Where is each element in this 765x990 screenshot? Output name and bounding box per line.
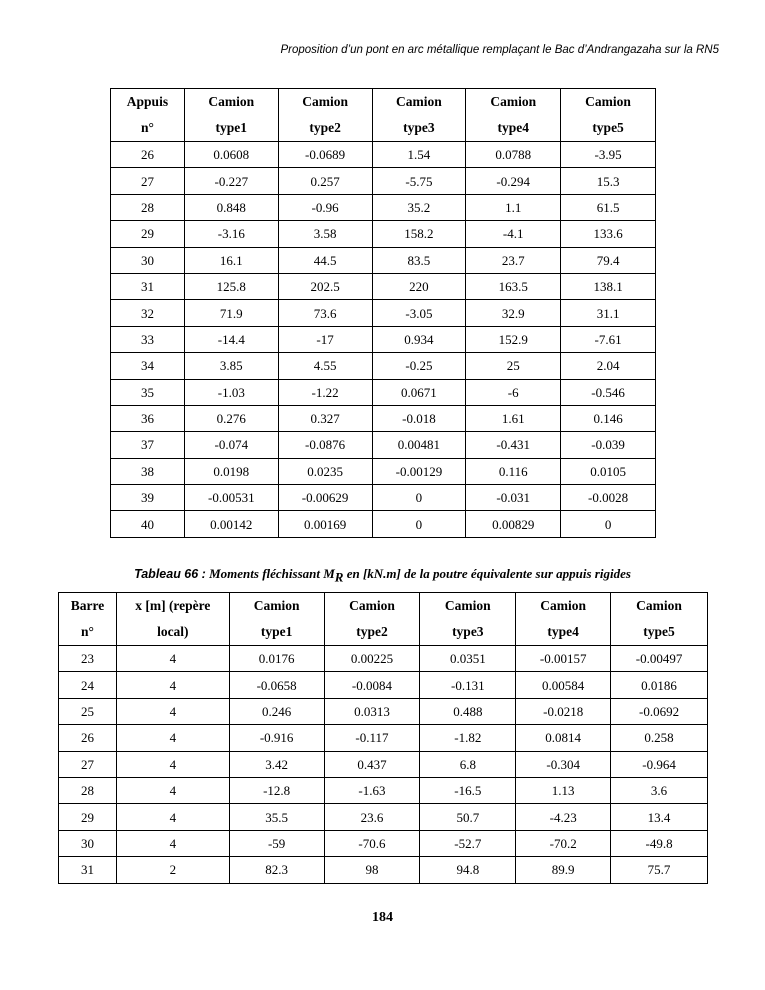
table-cell: 23.7 [466,247,561,273]
table-cell: 50.7 [420,804,516,830]
column-header-line: type4 [547,624,579,639]
table-cell: 0.327 [278,405,372,431]
table-cell: -0.304 [516,751,611,777]
column-header [278,89,372,142]
table-cell: 0.146 [561,405,656,431]
column-header-line: Camion [396,94,442,109]
table-cell: 35.2 [372,194,466,220]
table-cell: 30 [59,830,117,856]
table-cell: 32.9 [466,300,561,326]
table-row [111,142,656,168]
table-cell: 4 [116,830,229,856]
table-cell: -0.227 [184,168,278,194]
table-cell: 0.246 [229,698,324,724]
table-cell: 35.5 [229,804,324,830]
table-cell: -0.00497 [611,646,708,672]
table-cell: 75.7 [611,857,708,883]
table-row [111,405,656,431]
caption-text: Moments fléchissant M [205,566,335,581]
table-header-row [111,89,656,142]
column-header-line: Camion [490,94,537,109]
table-cell: 125.8 [184,273,278,299]
column-header [516,593,611,646]
table-cell: 0.0814 [516,725,611,751]
table-cell: -14.4 [184,326,278,352]
table-cell: -4.1 [466,221,561,247]
table-cell: 61.5 [561,194,656,220]
column-header [466,89,561,142]
table-cell: -1.22 [278,379,372,405]
table-cell: 3.6 [611,777,708,803]
table-cell: -0.117 [324,725,420,751]
column-header [611,593,708,646]
table-cell: 0 [561,511,656,537]
table-cell: 163.5 [466,273,561,299]
caption-label: Tableau 66 : [134,567,206,581]
table-cell: 31.1 [561,300,656,326]
table-row [111,432,656,458]
table-row [59,698,708,724]
table-cell: 30 [111,247,185,273]
column-header-line: local) [157,624,189,639]
table-cell: 0.934 [372,326,466,352]
column-header-line: x [m] (repère [135,598,211,613]
table-cell: 3.58 [278,221,372,247]
column-header-line: type1 [215,120,248,135]
table-cell: 40 [111,511,185,537]
table-cell: -52.7 [420,830,516,856]
table-cell: 0.0351 [420,646,516,672]
table-row [59,804,708,830]
column-header-line: Camion [349,598,395,613]
table-row [111,300,656,326]
table-cell: 15.3 [561,168,656,194]
table-cell: 0.0671 [372,379,466,405]
table-row [111,194,656,220]
column-header-line: type1 [260,624,293,639]
column-header-line: Barre [70,598,105,613]
table-cell: 0 [372,485,466,511]
table-cell: 0.257 [278,168,372,194]
table-cell: 73.6 [278,300,372,326]
table-cell: 27 [111,168,185,194]
table-row [111,511,656,537]
table-cell: 4.55 [278,353,372,379]
table-row [59,672,708,698]
table-cell: 1.61 [466,405,561,431]
table-cell: 16.1 [184,247,278,273]
table-cell: 23.6 [324,804,420,830]
column-header-line: n° [140,120,154,135]
page-number: 184 [372,910,393,925]
table-cell: -0.074 [184,432,278,458]
table-caption [0,566,765,586]
column-header-line: type2 [309,120,341,135]
table-cell: 28 [59,777,117,803]
table-cell: 1.13 [516,777,611,803]
table-cell: -0.00629 [278,485,372,511]
table-cell: 25 [59,698,117,724]
column-header [229,593,324,646]
table-cell: -1.03 [184,379,278,405]
table-cell: 37 [111,432,185,458]
table-cell: 28 [111,194,185,220]
column-header-line: Camion [302,94,348,109]
column-header-line: Camion [636,598,682,613]
table-cell: -6 [466,379,561,405]
table-row [59,725,708,751]
table-cell: -17 [278,326,372,352]
column-header-line: Camion [585,94,631,109]
table-cell: -16.5 [420,777,516,803]
column-header-line: Camion [444,598,491,613]
table-header-row [59,593,708,646]
table-cell: 4 [116,698,229,724]
table-cell: 38 [111,458,185,484]
table-cell: -70.6 [324,830,420,856]
column-header-line: Camion [540,598,587,613]
table-row [111,247,656,273]
table-cell: 0.437 [324,751,420,777]
table-row [111,458,656,484]
table-cell: -0.0028 [561,485,656,511]
table-cell: 4 [116,804,229,830]
table-cell: 0.00169 [278,511,372,537]
table-cell: 1.54 [372,142,466,168]
caption-subscript: R [334,569,344,585]
table-row [59,830,708,856]
table-cell: 0.0186 [611,672,708,698]
table-cell: 33 [111,326,185,352]
table-cell: -5.75 [372,168,466,194]
table-cell: 31 [59,857,117,883]
table-cell: -70.2 [516,830,611,856]
table-cell: 0.0176 [229,646,324,672]
table-cell: -1.82 [420,725,516,751]
table-cell: 0.00584 [516,672,611,698]
table-cell: -4.23 [516,804,611,830]
table-cell: 27 [59,751,117,777]
table-cell: 83.5 [372,247,466,273]
table-cell: 4 [116,777,229,803]
table-cell: 26 [111,142,185,168]
table-cell: 3.42 [229,751,324,777]
table-row [111,221,656,247]
column-header-line: Camion [253,598,300,613]
table-cell: 94.8 [420,857,516,883]
table-cell: 0.0235 [278,458,372,484]
column-header [111,89,185,142]
table-cell: -0.0084 [324,672,420,698]
table-cell: 0.0105 [561,458,656,484]
table-cell: 34 [111,353,185,379]
column-header-line: type4 [497,120,529,135]
column-header-line: type5 [592,120,624,135]
table-cell: 0.00142 [184,511,278,537]
column-header-line: Appuis [126,94,169,109]
table-cell: 79.4 [561,247,656,273]
table-cell: 0.116 [466,458,561,484]
table-cell: 36 [111,405,185,431]
table-cell: 158.2 [372,221,466,247]
table-cell: -12.8 [229,777,324,803]
table-cell: 24 [59,672,117,698]
table-row [111,326,656,352]
table-cell: -0.039 [561,432,656,458]
running-header: Proposition d’un pont en arc métallique remplaçant le Bac d’Andrangazaha sur la RN5 [280,44,719,56]
table-cell: 0.0788 [466,142,561,168]
table-cell: 2.04 [561,353,656,379]
table-cell: 220 [372,273,466,299]
table-cell: -0.25 [372,353,466,379]
column-header [116,593,229,646]
table-cell: -0.00157 [516,646,611,672]
table-cell: 0.00481 [372,432,466,458]
table-cell: 13.4 [611,804,708,830]
table-cell: 0.0608 [184,142,278,168]
table-cell: -3.16 [184,221,278,247]
table-row [59,857,708,883]
table-cell: 23 [59,646,117,672]
table-cell: -3.05 [372,300,466,326]
table-row [111,273,656,299]
column-header [372,89,466,142]
table-cell: 152.9 [466,326,561,352]
table-cell: -0.031 [466,485,561,511]
table-cell: 0.0313 [324,698,420,724]
table-cell: 202.5 [278,273,372,299]
table-row [111,485,656,511]
table-cell: 4 [116,751,229,777]
table-cell: -0.916 [229,725,324,751]
table-row [111,379,656,405]
table-cell: -0.0658 [229,672,324,698]
table-cell: 133.6 [561,221,656,247]
reactions-table [110,88,656,538]
table-cell: 26 [59,725,117,751]
table-cell: -1.63 [324,777,420,803]
table-cell: -7.61 [561,326,656,352]
column-header-line: type3 [452,624,484,639]
table-cell: 0.00829 [466,511,561,537]
column-header [59,593,117,646]
column-header [324,593,420,646]
table-cell: -3.95 [561,142,656,168]
table-cell: -0.546 [561,379,656,405]
table-cell: 4 [116,672,229,698]
table-cell: 0 [372,511,466,537]
table-cell: 2 [116,857,229,883]
table-cell: 98 [324,857,420,883]
table-cell: -0.294 [466,168,561,194]
table-cell: -59 [229,830,324,856]
table-cell: 39 [111,485,185,511]
column-header-line: type2 [356,624,388,639]
table-cell: 0.0198 [184,458,278,484]
column-header-line: type5 [643,624,675,639]
table-cell: 6.8 [420,751,516,777]
table-cell: -49.8 [611,830,708,856]
table-cell: 4 [116,646,229,672]
table-cell: 29 [59,804,117,830]
table-cell: 82.3 [229,857,324,883]
table-cell: -0.0218 [516,698,611,724]
table-cell: 89.9 [516,857,611,883]
column-header [184,89,278,142]
table-cell: 0.488 [420,698,516,724]
column-header [561,89,656,142]
table-cell: 29 [111,221,185,247]
table-cell: 0.848 [184,194,278,220]
table-cell: 0.276 [184,405,278,431]
table-cell: 0.00225 [324,646,420,672]
table-cell: -0.964 [611,751,708,777]
table-cell: -0.0689 [278,142,372,168]
table-cell: 35 [111,379,185,405]
table-row [111,353,656,379]
table-cell: -0.131 [420,672,516,698]
table-cell: -0.431 [466,432,561,458]
column-header [420,593,516,646]
caption-text-end: en [kN.m] de la poutre équivalente sur appuis rigides [343,566,631,581]
table-row [59,646,708,672]
table-cell: 4 [116,725,229,751]
table-cell: -0.96 [278,194,372,220]
table-cell: -0.00129 [372,458,466,484]
column-header-line: type3 [403,120,435,135]
table-row [59,777,708,803]
table-cell: -0.00531 [184,485,278,511]
table-cell: 138.1 [561,273,656,299]
moments-table [58,592,708,884]
table-row [59,751,708,777]
table-row [111,168,656,194]
column-header-line: Camion [208,94,255,109]
table-cell: -0.0692 [611,698,708,724]
table-cell: 1.1 [466,194,561,220]
table-cell: 44.5 [278,247,372,273]
table-cell: 0.258 [611,725,708,751]
table-cell: 3.85 [184,353,278,379]
column-header-line: n° [81,624,94,639]
table-cell: -0.0876 [278,432,372,458]
table-cell: -0.018 [372,405,466,431]
table-cell: 25 [466,353,561,379]
table-cell: 71.9 [184,300,278,326]
table-cell: 31 [111,273,185,299]
table-cell: 32 [111,300,185,326]
